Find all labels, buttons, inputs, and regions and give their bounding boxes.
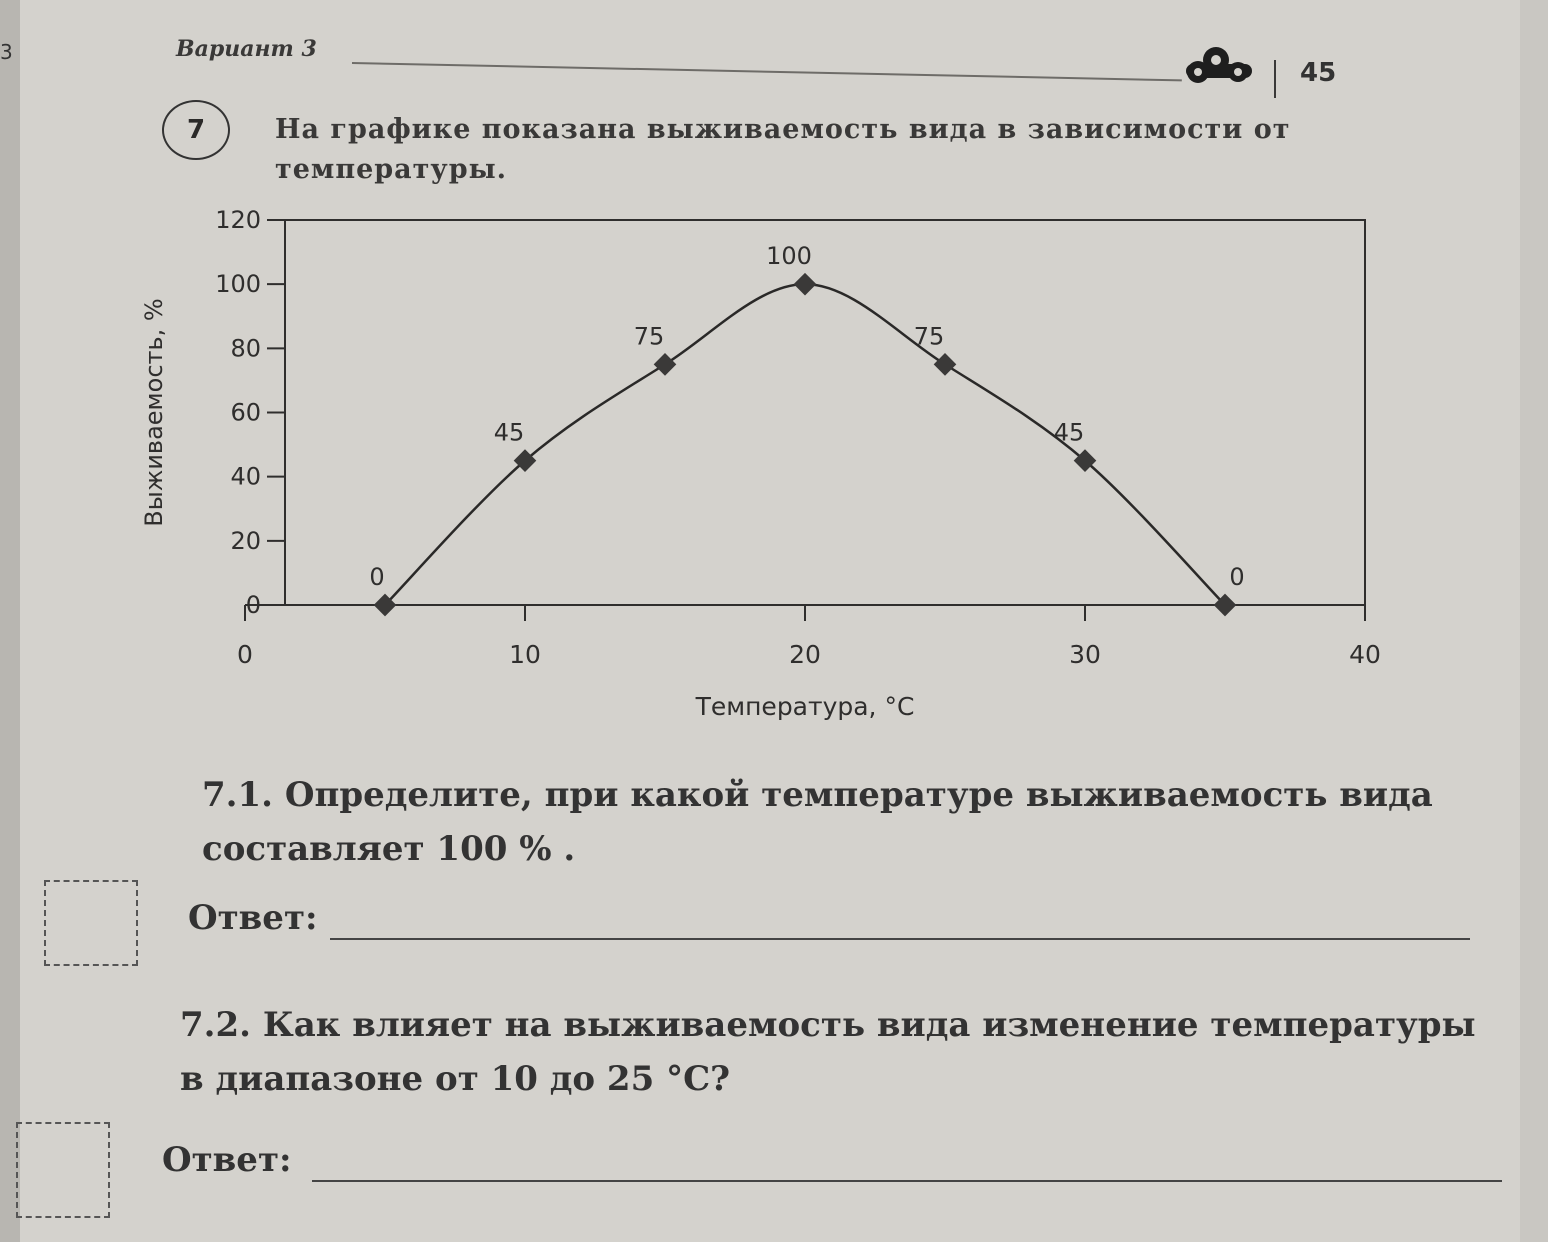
data-label: 75 [633,322,665,351]
answer-line-7-2[interactable] [312,1180,1502,1182]
y-tick-label: 80 [230,334,261,363]
y-tick-label: 20 [230,526,261,555]
data-point [934,353,957,376]
question-7-2-text: Как влияет на выживаемость вида изменение температуры в диапазоне от 10 до 25 °С? [180,1005,1476,1099]
answer-line-7-1[interactable] [330,938,1470,940]
data-label: 100 [766,242,812,271]
data-label: 0 [369,563,385,591]
y-tick-label: 60 [230,398,261,427]
question-7-1-number: 7.1. [202,775,273,815]
survival-chart [120,200,1420,730]
page-edge [0,0,20,1242]
y-tick-label: 100 [215,270,261,299]
score-box-7-1 [44,880,138,966]
page-number: 45 [1300,58,1337,88]
data-point [794,273,817,296]
x-tick-label: 30 [1069,640,1101,669]
page-number-divider [1274,60,1276,98]
data-label: 0 [1229,563,1245,591]
data-label: 75 [913,322,945,351]
y-tick-label: 40 [230,462,261,491]
logo-icon [1182,42,1254,92]
x-tick-label: 40 [1349,640,1381,669]
data-label: 45 [493,418,525,447]
question-7-1 [202,768,1482,876]
x-tick-label: 20 [789,640,821,669]
plot-frame [285,220,1365,605]
question-7-1-text: Определите, при какой температуре выживаемость вида составляет 100 % . [202,775,1433,869]
data-label: 45 [1053,418,1085,447]
y-tick-label: 0 [245,591,261,619]
question-7-2 [180,998,1500,1106]
answer-label-7-1: Ответ: [188,898,318,938]
answer-label-7-2: Ответ: [162,1140,292,1180]
x-tick-label: 10 [509,640,541,669]
x-axis-label: Температура, °С [695,692,915,721]
score-box-7-2 [16,1122,110,1218]
x-tick-label: 0 [237,640,253,669]
variant-title: Вариант 3 [176,36,317,62]
y-tick-label: 120 [215,206,261,234]
task-intro: На графике показана выживаемость вида в зависимости от температуры. [275,114,1291,185]
corner-mark: 3 [0,40,13,64]
question-7-2-number: 7.2. [180,1005,251,1045]
y-axis-label: Выживаемость, % [140,298,168,527]
task-number-badge: 7 [162,100,230,160]
data-point [654,353,677,376]
